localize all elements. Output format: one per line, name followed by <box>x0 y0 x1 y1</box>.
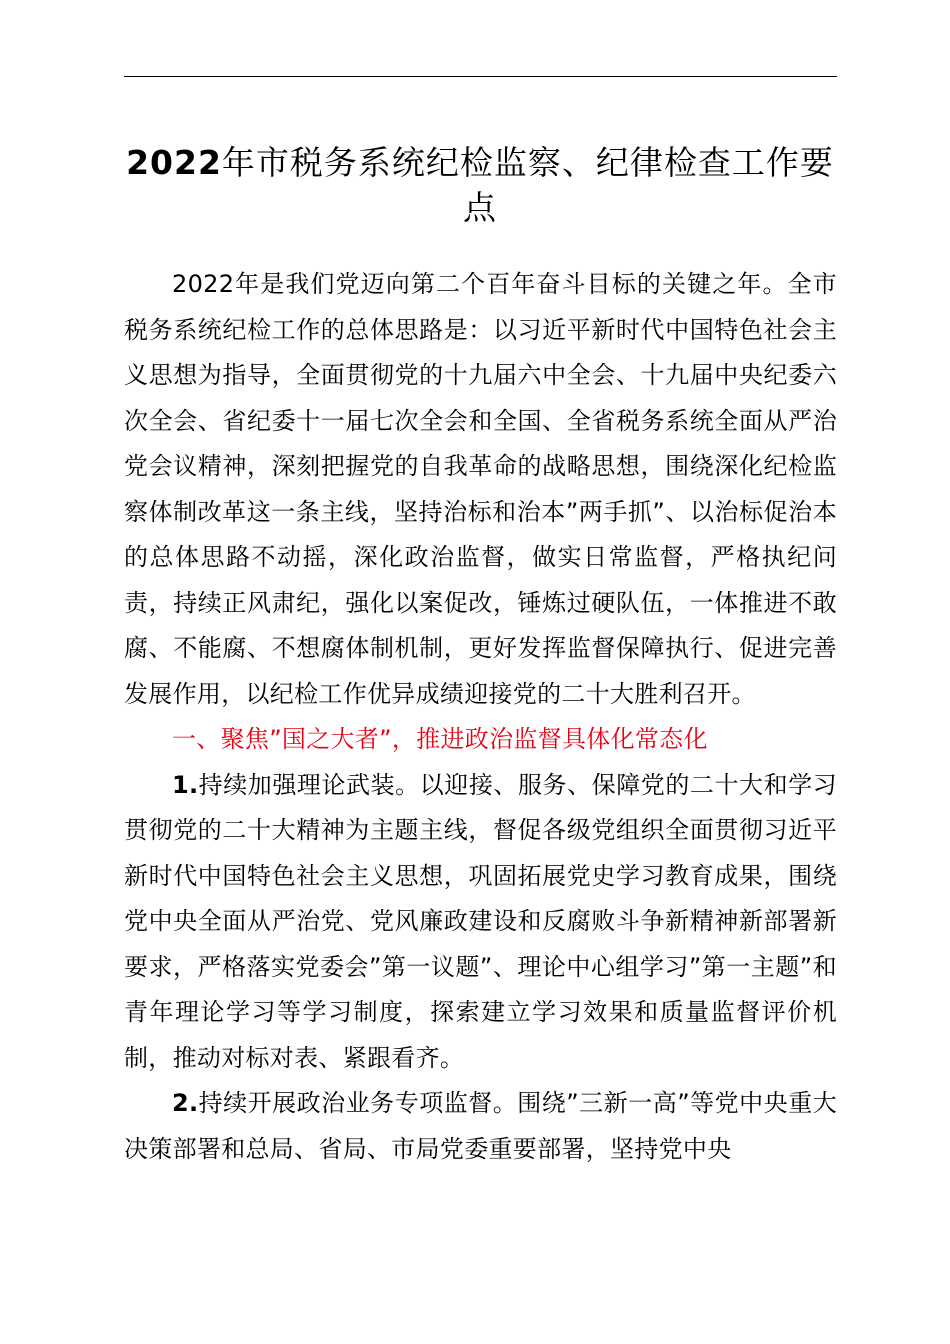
header-rule <box>124 76 837 77</box>
intro-paragraph: 2022年是我们党迈向第二个百年奋斗目标的关键之年。全市税务系统纪检工作的总体思路是：以习近平新时代中国特色社会主义思想为指导，全面贯彻党的十九届六中全会、十九届中央纪委六次全会、省纪委十一届七次全会和全国、全省税务系统全面从严治党会议精神，深刻把握党的自我革命的战略思想，围绕深化纪检监察体制改革这一条主线，坚持治标和治本”两手抓”、以治标促治本的总体思路不动摇，深化政治监督，做实日常监督，严格执纪问责，持续正风肃纪，强化以案促改，锤炼过硬队伍，一体推进不敢腐、不能腐、不想腐体制机制，更好发挥监督保障执行、促进完善发展作用，以纪检工作优异成绩迎接党的二十大胜利召开。 <box>124 270 837 708</box>
document-body <box>124 262 837 1172</box>
item-text-1: 持续加强理论武装。以迎接、服务、保障党的二十大和学习贯彻党的二十大精神为主题主线，督促各级党组织全面贯彻习近平新时代中国特色社会主义思想，巩固拓展党史学习教育成果，围绕党中央全面从严治党、党风廉政建设和反腐败斗争新精神新部署新要求，严格落实党委会”第一议题”、理论中心组学习”第一主题”和青年理论学习等学习制度，探索建立学习效果和质量监督评价机制，推动对标对表、紧跟看齐。 <box>124 770 837 1072</box>
item-number-1: 1. <box>172 770 199 799</box>
item-text-2: 持续开展政治业务专项监督。围绕”三新一高”等党中央重大决策部署和总局、省局、市局党委重要部署，坚持党中央 <box>124 1089 837 1163</box>
item-paragraph-1 <box>124 763 837 1082</box>
item-paragraph-2 <box>124 1081 837 1172</box>
document-title <box>110 140 850 230</box>
section-heading-1: 一、聚焦”国之大者”，推进政治监督具体化常态化 <box>172 725 708 753</box>
item-number-2: 2. <box>172 1089 199 1117</box>
title-text: 年市税务系统纪检监察、纪律检查工作要点 <box>221 143 834 227</box>
title-year: 2022 <box>126 143 222 182</box>
